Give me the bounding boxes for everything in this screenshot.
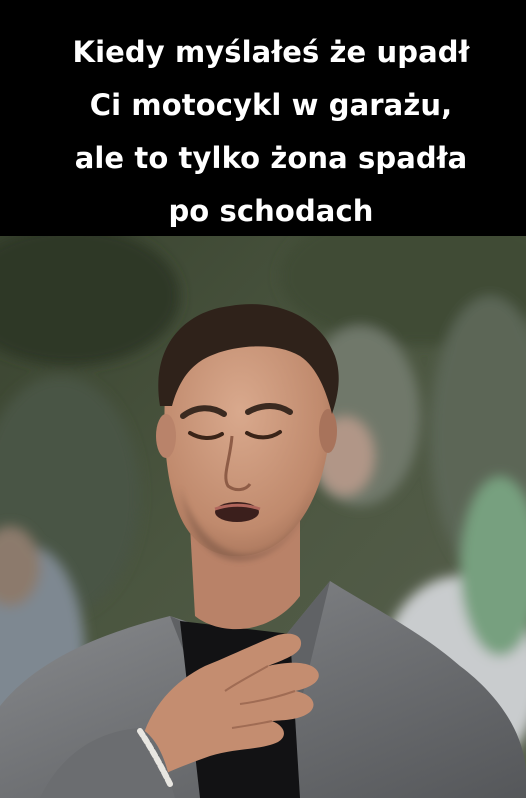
caption-banner [0, 0, 526, 236]
right-ear [319, 409, 337, 453]
relieved-man-illustration [0, 236, 526, 798]
photo [0, 236, 526, 798]
left-ear [156, 414, 176, 458]
caption-text: Kiedy myślałeś że upadł Ci motocykl w garażu, ale to tylko żona spadła po schodach [72, 35, 470, 228]
